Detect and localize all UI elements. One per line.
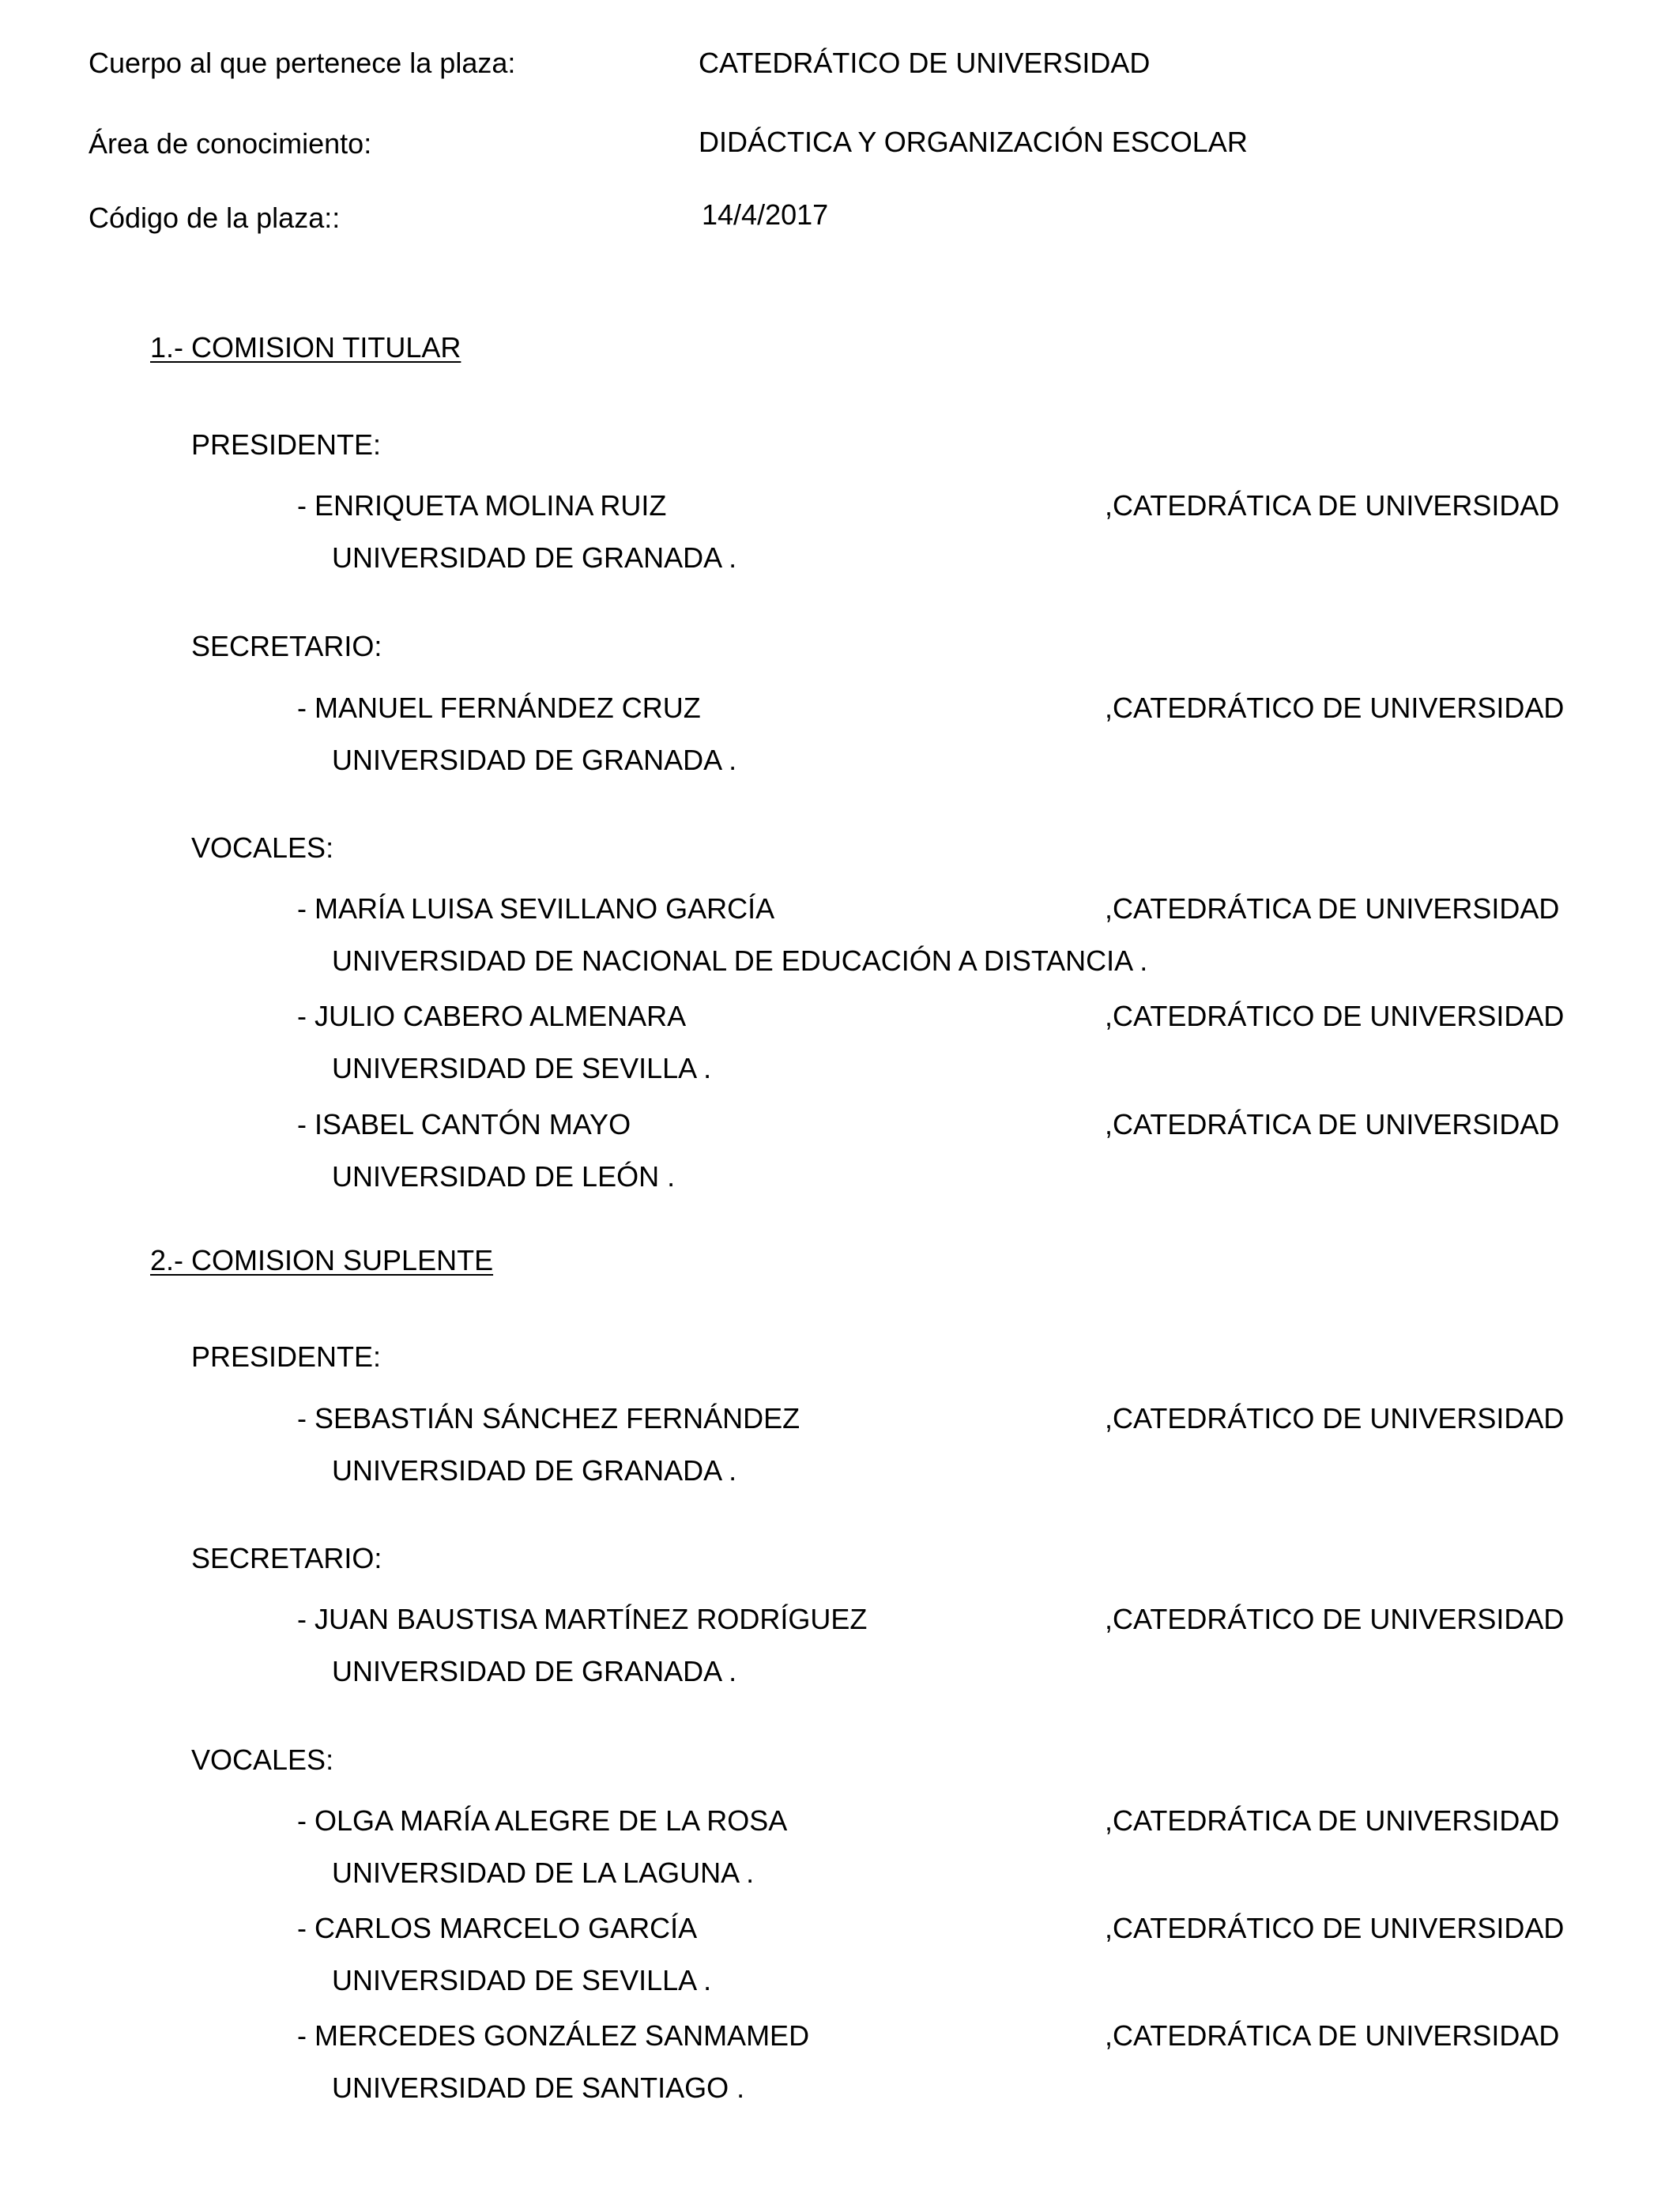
suplente-presidente-name: - SEBASTIÁN SÁNCHEZ FERNÁNDEZ <box>297 1402 800 1434</box>
titular-secretario-label: SECRETARIO: <box>191 630 382 662</box>
titular-heading: 1.- COMISION TITULAR <box>150 331 461 364</box>
suplente-vocal-university: UNIVERSIDAD DE LA LAGUNA . <box>332 1857 755 1889</box>
suplente-vocal-role: ,CATEDRÁTICA DE UNIVERSIDAD <box>1105 1804 1560 1837</box>
suplente-vocal-university: UNIVERSIDAD DE SANTIAGO . <box>332 2071 745 2104</box>
suplente-vocal-name: - MERCEDES GONZÁLEZ SANMAMED <box>297 2019 810 2052</box>
titular-secretario-role: ,CATEDRÁTICO DE UNIVERSIDAD <box>1105 692 1565 724</box>
codigo-value: 14/4/2017 <box>702 198 829 231</box>
suplente-heading: 2.- COMISION SUPLENTE <box>150 1244 494 1276</box>
titular-vocal-university: UNIVERSIDAD DE LEÓN . <box>332 1160 676 1193</box>
suplente-secretario-name: - JUAN BAUSTISA MARTÍNEZ RODRÍGUEZ <box>297 1603 868 1635</box>
titular-vocales-label: VOCALES: <box>191 831 334 864</box>
area-label: Área de conocimiento: <box>89 127 372 160</box>
titular-presidente-role: ,CATEDRÁTICA DE UNIVERSIDAD <box>1105 489 1560 522</box>
suplente-presidente-university: UNIVERSIDAD DE GRANADA . <box>332 1454 737 1487</box>
titular-secretario-university: UNIVERSIDAD DE GRANADA . <box>332 744 737 776</box>
titular-vocal-name: - ISABEL CANTÓN MAYO <box>297 1108 631 1140</box>
titular-vocal-university: UNIVERSIDAD DE SEVILLA . <box>332 1052 712 1084</box>
cuerpo-label: Cuerpo al que pertenece la plaza: <box>89 47 516 79</box>
suplente-presidente-label: PRESIDENTE: <box>191 1340 382 1373</box>
suplente-secretario-label: SECRETARIO: <box>191 1542 382 1574</box>
titular-vocal-role: ,CATEDRÁTICA DE UNIVERSIDAD <box>1105 1108 1560 1140</box>
titular-vocal-role: ,CATEDRÁTICO DE UNIVERSIDAD <box>1105 1000 1565 1032</box>
codigo-label: Código de la plaza:: <box>89 202 341 234</box>
suplente-vocal-university: UNIVERSIDAD DE SEVILLA . <box>332 1964 712 1996</box>
titular-vocal-name: - JULIO CABERO ALMENARA <box>297 1000 687 1032</box>
titular-secretario-name: - MANUEL FERNÁNDEZ CRUZ <box>297 692 701 724</box>
titular-vocal-name: - MARÍA LUISA SEVILLANO GARCÍA <box>297 892 775 925</box>
titular-presidente-university: UNIVERSIDAD DE GRANADA . <box>332 541 737 574</box>
area-value: DIDÁCTICA Y ORGANIZACIÓN ESCOLAR <box>699 126 1248 158</box>
suplente-secretario-role: ,CATEDRÁTICO DE UNIVERSIDAD <box>1105 1603 1565 1635</box>
titular-presidente-label: PRESIDENTE: <box>191 428 382 461</box>
suplente-vocal-name: - OLGA MARÍA ALEGRE DE LA ROSA <box>297 1804 788 1837</box>
suplente-vocal-role: ,CATEDRÁTICO DE UNIVERSIDAD <box>1105 1912 1565 1944</box>
suplente-presidente-role: ,CATEDRÁTICO DE UNIVERSIDAD <box>1105 1402 1565 1434</box>
titular-vocal-university: UNIVERSIDAD DE NACIONAL DE EDUCACIÓN A DISTANCIA . <box>332 944 1148 977</box>
cuerpo-value: CATEDRÁTICO DE UNIVERSIDAD <box>699 47 1151 79</box>
suplente-vocal-role: ,CATEDRÁTICA DE UNIVERSIDAD <box>1105 2019 1560 2052</box>
suplente-vocales-label: VOCALES: <box>191 1744 334 1776</box>
suplente-secretario-university: UNIVERSIDAD DE GRANADA . <box>332 1655 737 1687</box>
titular-presidente-name: - ENRIQUETA MOLINA RUIZ <box>297 489 667 522</box>
titular-vocal-role: ,CATEDRÁTICA DE UNIVERSIDAD <box>1105 892 1560 925</box>
suplente-vocal-name: - CARLOS MARCELO GARCÍA <box>297 1912 698 1944</box>
